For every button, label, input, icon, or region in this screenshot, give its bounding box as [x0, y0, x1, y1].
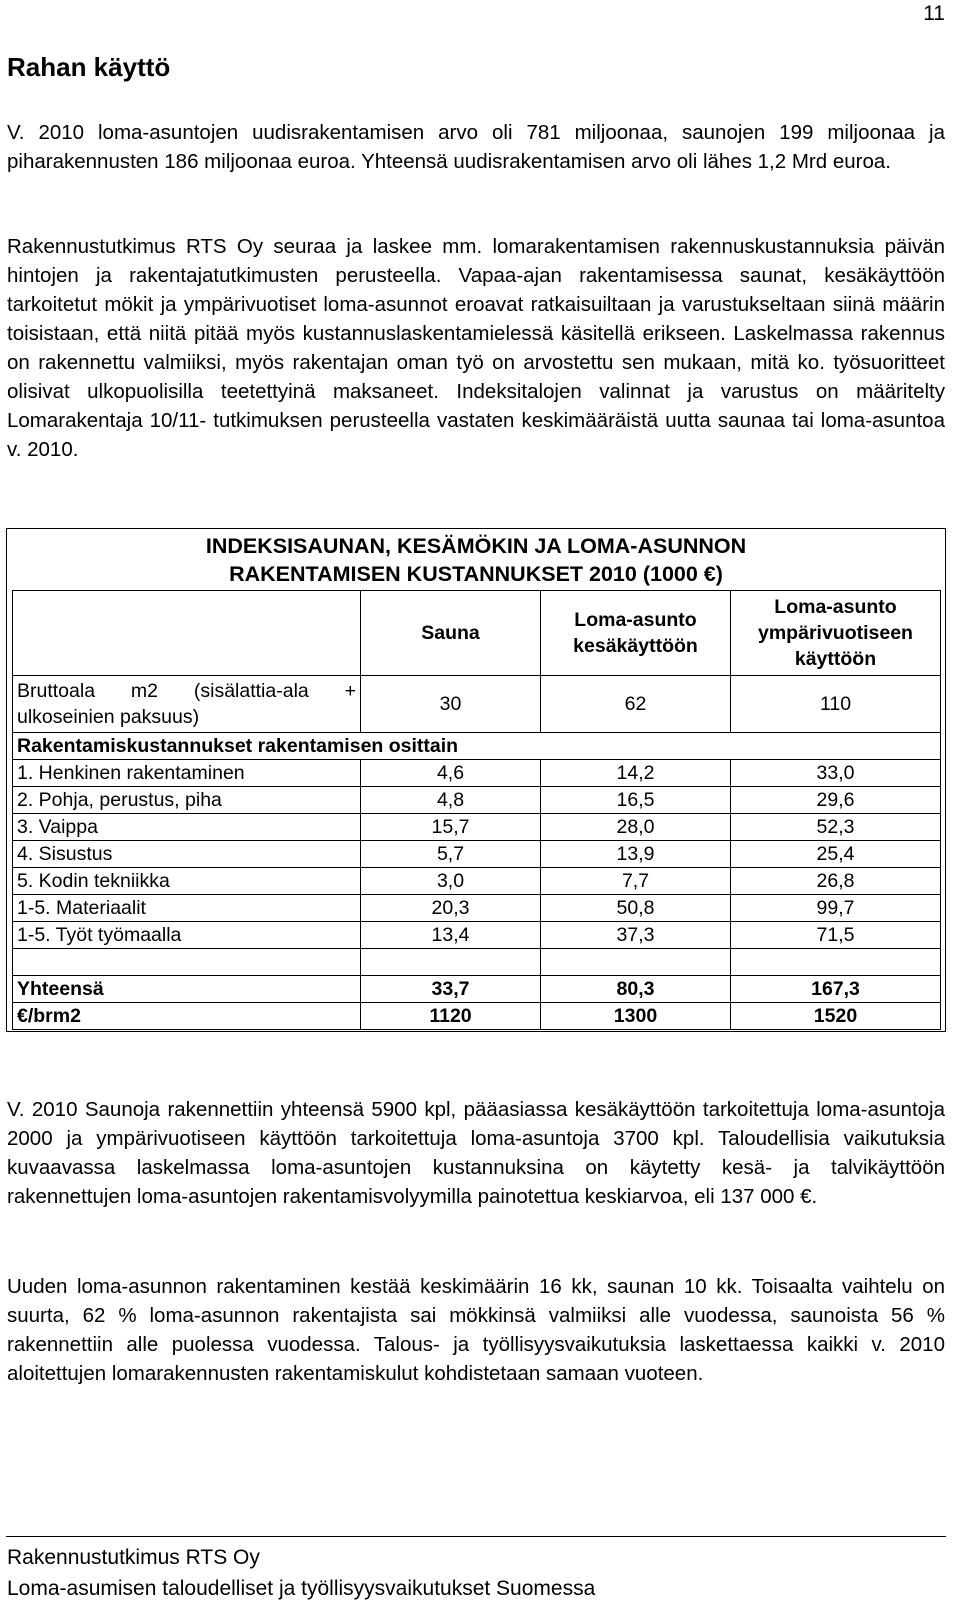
- row-value: 4,8: [361, 787, 541, 814]
- gross-area-yearround: 110: [731, 676, 941, 733]
- header-summer-cottage: Loma-asunto kesäkäyttöön: [541, 591, 731, 676]
- gross-area-summer: 62: [541, 676, 731, 733]
- total-label: Yhteensä: [13, 976, 361, 1003]
- header-year-round-home: Loma-asunto ympärivuotiseen käyttöön: [731, 591, 941, 676]
- footer-divider: [6, 1536, 946, 1537]
- paragraph-build-counts: V. 2010 Saunoja rakennettiin yhteensä 5900 kpl, pääasiassa kesäkäyttöön tarkoitettuja loma-asuntoja 2000 ja ympärivuotiseen käyttöön tarkoitettuja loma-asuntoja 3700 kpl. Taloudellisia vaikutuksia kuvaavassa laskelmassa loma-asuntojen kustannuksina on käytetty kesä- ja talvikäyttöön rakennettujen loma-asuntojen rakentamisvolyymilla painotettua keskiarvoa, eli 137 000 €.: [7, 1098, 945, 1208]
- row-value: 28,0: [541, 814, 731, 841]
- row-value: 15,7: [361, 814, 541, 841]
- row-value: 13,4: [361, 922, 541, 949]
- row-label: 1. Henkinen rakentaminen: [13, 760, 361, 787]
- table-row: [13, 841, 941, 868]
- per-m2-value: 1300: [541, 1003, 731, 1030]
- per-m2-value: 1520: [731, 1003, 941, 1030]
- spacer-cell: [13, 949, 361, 976]
- row-value: 16,5: [541, 787, 731, 814]
- row-label: 2. Pohja, perustus, piha: [13, 787, 361, 814]
- per-m2-value: 1120: [361, 1003, 541, 1030]
- table-row: [13, 922, 941, 949]
- table-row-per-m2: [13, 1003, 941, 1030]
- table-row-total: [13, 976, 941, 1003]
- table-row: [13, 760, 941, 787]
- page-number: 11: [923, 2, 945, 25]
- spacer-cell: [361, 949, 541, 976]
- cost-table-title-line2: RAKENTAMISEN KUSTANNUKSET 2010 (1000 €): [229, 562, 723, 586]
- gross-area-label: [13, 676, 361, 733]
- row-value: 71,5: [731, 922, 941, 949]
- row-value: 3,0: [361, 868, 541, 895]
- cost-table: [12, 590, 941, 1030]
- row-value: 13,9: [541, 841, 731, 868]
- total-value: 167,3: [731, 976, 941, 1003]
- table-row: [13, 814, 941, 841]
- gross-area-label-line2: ulkoseinien paksuus): [17, 706, 200, 728]
- table-row: [13, 787, 941, 814]
- row-label: 4. Sisustus: [13, 841, 361, 868]
- table-row: [13, 868, 941, 895]
- table-row-spacer: [13, 949, 941, 976]
- table-header-row: [13, 591, 941, 676]
- row-value: 20,3: [361, 895, 541, 922]
- spacer-cell: [731, 949, 941, 976]
- row-label: 1-5. Työt työmaalla: [13, 922, 361, 949]
- table-row: [13, 895, 941, 922]
- total-value: 80,3: [541, 976, 731, 1003]
- paragraph-cost-method: Rakennustutkimus RTS Oy seuraa ja laskee mm. lomarakentamisen rakennuskustannuksia päivän hintojen ja rakentajatutkimusten perusteella. Vapaa-ajan rakentamisessa saunat, kesäkäyttöön tarkoitetut mökit ja ympärivuotiset loma-asunnot eroavat ratkaisuiltaan ja varustukseltaan siinä määrin toisistaan, että niitä pitää myös kustannuslaskentamielessä käsitellä erikseen. Laskelmassa rakennus on rakennettu valmiiksi, myös rakentajan oman työ on arvostettu sen mukaan, mitä ko. työsuoritteet olisivat ulkopuolisilla teetettyinä maksaneet. Indeksitalojen valinnat ja varustus on määritelty Lomarakentaja 10/11- tutkimuksen perusteella vastaten keskimääräistä uutta saunaa tai loma-asuntoa v. 2010.: [7, 235, 945, 461]
- row-label: 5. Kodin tekniikka: [13, 868, 361, 895]
- row-value: 33,0: [731, 760, 941, 787]
- footer-publisher: Rakennustutkimus RTS Oy: [7, 1546, 260, 1569]
- row-value: 50,8: [541, 895, 731, 922]
- paragraph-build-duration: Uuden loma-asunnon rakentaminen kestää keskimäärin 16 kk, saunan 10 kk. Toisaalta vaihtelu on suurta, 62 % loma-asunnon rakentajista sai mökkinsä valmiiksi alle vuodessa, saunoista 56 % rakennettiin alle puolessa vuodessa. Talous- ja työllisyysvaikutuksia laskettaessa kaikki v. 2010 aloitettujen lomarakennusten rakentamiskulut kohdistetaan samaan vuoteen.: [7, 1275, 945, 1385]
- section-label: Rakentamiskustannukset rakentamisen osittain: [13, 733, 941, 760]
- row-value: 7,7: [541, 868, 731, 895]
- table-row-section: [13, 733, 941, 760]
- row-value: 99,7: [731, 895, 941, 922]
- gross-area-label-line1: Bruttoala m2 (sisälattia-ala +: [17, 680, 356, 702]
- table-row-gross-area: [13, 676, 941, 733]
- row-label: 3. Vaippa: [13, 814, 361, 841]
- cost-table-title: [6, 528, 946, 588]
- gross-area-sauna: 30: [361, 676, 541, 733]
- total-value: 33,7: [361, 976, 541, 1003]
- section-heading: Rahan käyttö: [7, 52, 171, 82]
- row-value: 4,6: [361, 760, 541, 787]
- paragraph-construction-value: V. 2010 loma-asuntojen uudisrakentamisen arvo oli 781 miljoonaa, saunojen 199 miljoonaa ja piharakennusten 186 miljoonaa euroa. Yhteensä uudisrakentamisen arvo oli lähes 1,2 Mrd euroa.: [7, 121, 945, 173]
- header-sauna: Sauna: [361, 591, 541, 676]
- spacer-cell: [541, 949, 731, 976]
- row-value: 14,2: [541, 760, 731, 787]
- footer-report-title: Loma-asumisen taloudelliset ja työllisyysvaikutukset Suomessa: [7, 1577, 596, 1600]
- cost-table-title-line1: INDEKSISAUNAN, KESÄMÖKIN JA LOMA-ASUNNON: [205, 534, 747, 558]
- row-value: 52,3: [731, 814, 941, 841]
- row-value: 29,6: [731, 787, 941, 814]
- row-label: 1-5. Materiaalit: [13, 895, 361, 922]
- row-value: 5,7: [361, 841, 541, 868]
- row-value: 26,8: [731, 868, 941, 895]
- per-m2-label: €/brm2: [13, 1003, 361, 1030]
- row-value: 25,4: [731, 841, 941, 868]
- row-value: 37,3: [541, 922, 731, 949]
- header-empty-cell: [13, 591, 361, 676]
